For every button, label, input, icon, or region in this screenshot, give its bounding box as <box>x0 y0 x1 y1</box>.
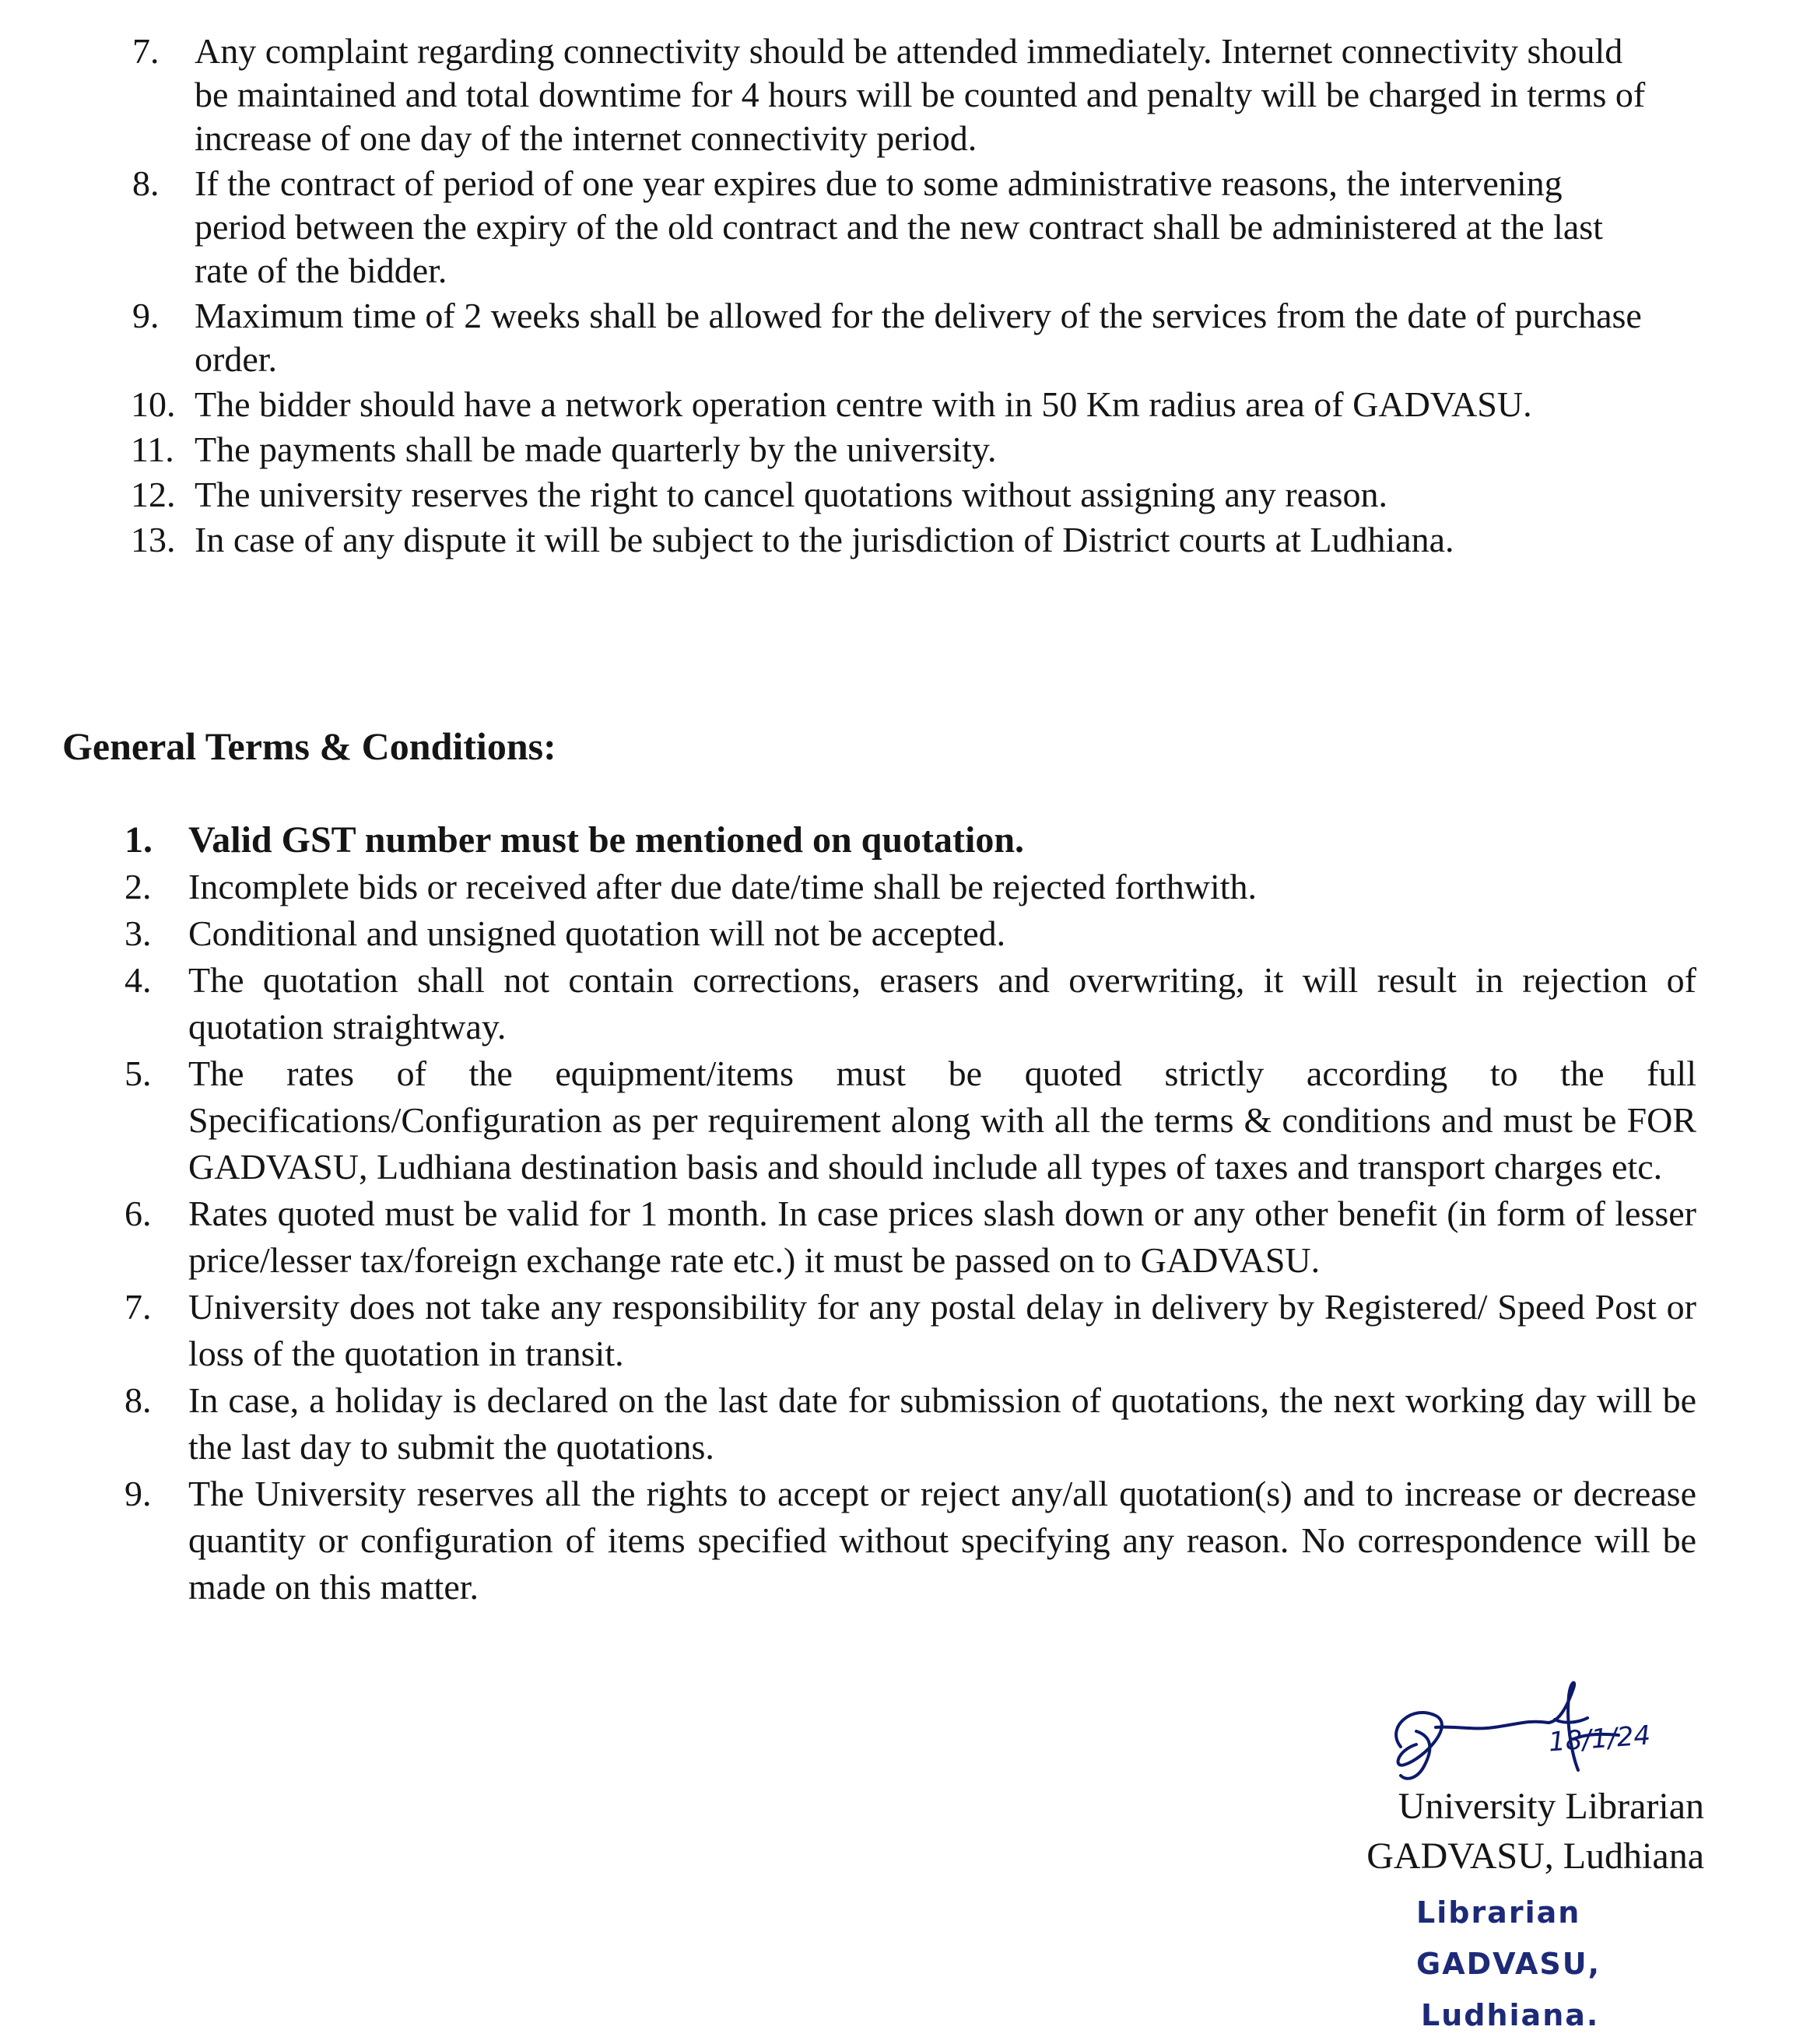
list-item-number: 12. <box>131 475 176 514</box>
list-item-text: Incomplete bids or received after due date/time shall be rejected forthwith. <box>188 867 1258 906</box>
stamp-line: Librarian <box>1416 1895 1581 1930</box>
list-item-number: 3. <box>125 913 152 953</box>
conditions-list-continued <box>132 30 1657 563</box>
list-item-number: 13. <box>131 520 176 559</box>
list-item-text: The rates of the equipment/items must be quoted strictly according to the full Specifications/Configuration as per requirement along with all the terms & conditions and must be FOR GADVASU, Ludhiana destination basis and should include all types of taxes and transport charges etc. <box>188 1054 1696 1187</box>
signatory-organization: GADVASU, Ludhiana <box>1366 1835 1704 1877</box>
list-item-number: 10. <box>131 384 176 424</box>
list-item <box>132 473 1657 517</box>
list-item-number: 4. <box>125 960 152 1000</box>
list-item-number: 5. <box>125 1054 152 1093</box>
stamp-line: GADVASU, <box>1416 1947 1601 1981</box>
signatory-block <box>1366 1782 1704 1881</box>
list-item <box>125 910 1696 957</box>
list-item-text: The quotation shall not contain corrections, erasers and overwriting, it will result in rejection of quotation straightway. <box>188 960 1696 1047</box>
list-item <box>125 864 1696 910</box>
list-item <box>125 1284 1696 1377</box>
stamp-line: Ludhiana. <box>1421 1998 1600 2032</box>
list-item-text: Conditional and unsigned quotation will not be accepted. <box>188 913 1006 953</box>
list-item <box>132 294 1657 381</box>
list-item-number: 9. <box>125 1474 152 1513</box>
signature-date: 18/1/24 <box>1547 1720 1652 1758</box>
list-item-number: 11. <box>131 429 174 469</box>
list-item <box>125 817 1696 864</box>
list-item-number: 7. <box>125 1287 152 1327</box>
list-item <box>132 518 1657 562</box>
list-item-text: In case, a holiday is declared on the last date for submission of quotations, the next working day will be the last day to submit the quotations. <box>188 1380 1696 1467</box>
list-item-number: 1. <box>125 819 153 861</box>
list-item <box>132 162 1657 293</box>
section-heading: General Terms & Conditions: <box>62 724 556 768</box>
list-item-number: 6. <box>125 1194 152 1233</box>
list-item-number: 9. <box>132 296 160 335</box>
list-item-text: Valid GST number must be mentioned on quotation. <box>188 819 1025 861</box>
list-item <box>132 30 1657 160</box>
list-item-text: Maximum time of 2 weeks shall be allowed for the delivery of the services from the date of purchase order. <box>195 296 1642 379</box>
list-item-text: If the contract of period of one year expires due to some administrative reasons, the intervening period between the expiry of the old contract and the new contract shall be administered at the last rate of the bidder. <box>195 163 1603 290</box>
list-item-number: 7. <box>132 31 160 71</box>
list-item <box>125 1471 1696 1611</box>
list-item-number: 8. <box>132 163 160 203</box>
list-item-number: 8. <box>125 1380 152 1420</box>
list-item-text: The payments shall be made quarterly by the university. <box>195 429 997 469</box>
list-item <box>125 957 1696 1050</box>
list-item-number: 2. <box>125 867 152 906</box>
list-item <box>125 1050 1696 1190</box>
list-item-text: The university reserves the right to cancel quotations without assigning any reason. <box>195 475 1387 514</box>
list-item-text: In case of any dispute it will be subject to the jurisdiction of District courts at Ludhiana. <box>195 520 1454 559</box>
list-item-text: University does not take any responsibility for any postal delay in delivery by Registered/ Speed Post or loss of the quotation in transit. <box>188 1287 1696 1373</box>
handwritten-signature <box>1370 1673 1712 1790</box>
official-stamp <box>1416 1887 1601 2041</box>
list-item-text: The University reserves all the rights to accept or reject any/all quotation(s) and to increase or decrease quantity or configuration of items specified without specifying any reason. No correspondence will be made on this matter. <box>188 1474 1696 1607</box>
list-item <box>132 383 1657 426</box>
list-item-text: The bidder should have a network operation centre with in 50 Km radius area of GADVASU. <box>195 384 1532 424</box>
list-item <box>125 1190 1696 1284</box>
list-item-text: Any complaint regarding connectivity should be attended immediately. Internet connectivity should be maintained and total downtime for 4 hours will be counted and penalty will be charged in terms of increase of one day of the internet connectivity period. <box>195 31 1646 158</box>
list-item <box>132 428 1657 472</box>
list-item <box>125 1377 1696 1471</box>
general-terms-list <box>125 817 1696 1611</box>
list-item-text: Rates quoted must be valid for 1 month. In case prices slash down or any other benefit (in form of lesser price/lesser tax/foreign exchange rate etc.) it must be passed on to GADVASU. <box>188 1194 1696 1280</box>
signatory-title: University Librarian <box>1398 1786 1704 1827</box>
